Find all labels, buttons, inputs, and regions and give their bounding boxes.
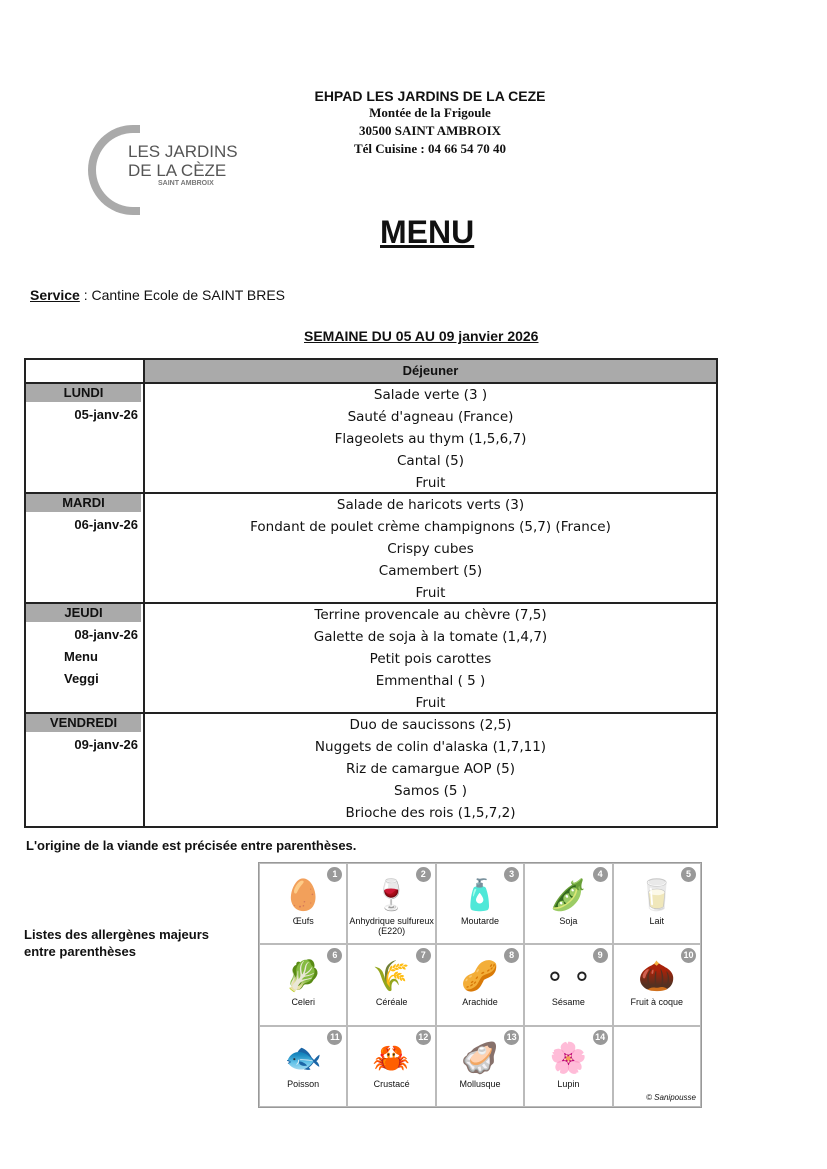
dish-list bbox=[143, 604, 716, 714]
allergen-note bbox=[24, 926, 209, 960]
day-date: 09-janv-26 bbox=[74, 737, 138, 752]
dish: Petit pois carottes bbox=[369, 651, 492, 667]
dish: Nuggets de colin d'alaska (1,7,11) bbox=[314, 739, 547, 755]
allergen-number: 5 bbox=[681, 867, 696, 882]
wine-bottle-icon: 🍷 bbox=[372, 879, 411, 912]
allergen-number: 1 bbox=[327, 867, 342, 882]
mustard-icon: 🧴 bbox=[461, 879, 499, 912]
dish: Galette de soja à la tomate (1,4,7) bbox=[313, 629, 548, 645]
allergen-number: 6 bbox=[327, 948, 342, 963]
day-block bbox=[26, 712, 716, 828]
allergen-number: 8 bbox=[504, 948, 519, 963]
dish: Fruit bbox=[415, 585, 446, 601]
allergen-item bbox=[524, 1026, 612, 1107]
allergen-note-line2: entre parenthèses bbox=[24, 944, 136, 959]
allergen-number: 11 bbox=[327, 1030, 342, 1045]
day-note: Menu bbox=[64, 649, 98, 664]
allergen-number: 12 bbox=[416, 1030, 431, 1045]
lupin-icon: 🌸 bbox=[549, 1041, 588, 1075]
day-name: MARDI bbox=[26, 494, 141, 512]
allergen-label: Celeri bbox=[291, 997, 315, 1008]
allergen-number: 9 bbox=[593, 948, 608, 963]
day-name: VENDREDI bbox=[26, 714, 141, 732]
day-date: 06-janv-26 bbox=[74, 517, 138, 532]
header bbox=[280, 88, 580, 158]
allergen-label: Crustacé bbox=[373, 1078, 410, 1089]
logo-line1: LES JARDINS bbox=[128, 142, 238, 161]
dish: Crispy cubes bbox=[387, 541, 474, 557]
allergen-number: 3 bbox=[504, 867, 519, 882]
dish: Sauté d'agneau (France) bbox=[347, 409, 514, 425]
copyright-cell bbox=[613, 1026, 701, 1107]
week-title: SEMAINE DU 05 AU 09 janvier 2026 bbox=[304, 328, 539, 344]
dish: Riz de camargue AOP (5) bbox=[345, 761, 515, 777]
address-line1: Montée de la Frigoule bbox=[369, 105, 491, 120]
dish-list bbox=[143, 714, 716, 828]
day-name: JEUDI bbox=[26, 604, 141, 622]
allergen-item bbox=[436, 863, 524, 944]
org-name: EHPAD LES JARDINS DE LA CEZE bbox=[314, 88, 546, 104]
eggs-icon: 🥚 bbox=[284, 879, 322, 912]
allergen-item bbox=[613, 863, 701, 944]
column-header-dejeuner: Déjeuner bbox=[143, 360, 716, 384]
copyright: © Sanipousse bbox=[646, 1093, 696, 1102]
menu-table bbox=[24, 358, 718, 828]
allergen-label: Sésame bbox=[551, 997, 585, 1008]
dish: Brioche des rois (1,5,7,2) bbox=[345, 805, 516, 821]
allergen-item bbox=[436, 1026, 524, 1107]
day-date: 08-janv-26 bbox=[74, 627, 138, 642]
allergen-label: Fruit à coque bbox=[630, 997, 684, 1008]
page-title: MENU bbox=[380, 214, 475, 250]
logo bbox=[88, 120, 238, 202]
allergen-label: Arachide bbox=[462, 997, 498, 1008]
allergen-number: 4 bbox=[593, 867, 608, 882]
day-block bbox=[26, 382, 716, 494]
dish: Emmenthal ( 5 ) bbox=[375, 673, 486, 689]
allergen-item bbox=[613, 944, 701, 1025]
allergen-label: Moutarde bbox=[460, 916, 499, 926]
dish: Flageolets au thym (1,5,6,7) bbox=[334, 431, 527, 447]
allergen-item bbox=[524, 944, 612, 1025]
day-note: Veggi bbox=[64, 671, 99, 686]
dish: Terrine provencale au chèvre (7,5) bbox=[314, 607, 547, 623]
dish: Camembert (5) bbox=[378, 563, 483, 579]
wheat-icon: 🌾 bbox=[372, 960, 411, 994]
service bbox=[30, 287, 285, 303]
allergen-label: Lait bbox=[649, 916, 665, 926]
day-name: LUNDI bbox=[26, 384, 141, 402]
fish-icon: 🐟 bbox=[284, 1041, 322, 1075]
service-value: : Cantine Ecole de SAINT BRES bbox=[79, 287, 286, 303]
dish: Salade verte (3 ) bbox=[373, 387, 488, 403]
dish: Fondant de poulet crème champignons (5,7) (France) bbox=[250, 519, 611, 535]
mussel-icon: 🦪 bbox=[461, 1041, 499, 1075]
meat-origin-note: L'origine de la viande est précisée entre parenthèses. bbox=[26, 838, 357, 853]
dish: Salade de haricots verts (3) bbox=[336, 497, 525, 513]
allergen-item bbox=[347, 863, 435, 944]
day-block bbox=[26, 602, 716, 714]
dish-list bbox=[143, 384, 716, 494]
dish: Samos (5 ) bbox=[394, 783, 467, 799]
dish-list bbox=[143, 494, 716, 604]
allergen-label: Soja bbox=[559, 916, 578, 926]
allergen-number: 14 bbox=[593, 1030, 608, 1045]
dish: Fruit bbox=[415, 695, 446, 711]
allergen-item bbox=[436, 944, 524, 1025]
allergen-label: Œufs bbox=[292, 916, 314, 926]
allergen-item bbox=[524, 863, 612, 944]
nut-icon: 🌰 bbox=[638, 960, 676, 994]
allergen-label: Poisson bbox=[287, 1078, 320, 1089]
allergen-number: 13 bbox=[504, 1030, 519, 1045]
allergen-item bbox=[347, 1026, 435, 1107]
allergen-item bbox=[347, 944, 435, 1025]
peanut-icon: 🥜 bbox=[461, 960, 499, 994]
allergen-number: 7 bbox=[416, 948, 431, 963]
allergen-item bbox=[259, 1026, 347, 1107]
allergen-number: 2 bbox=[416, 867, 431, 882]
celery-icon: 🥬 bbox=[284, 960, 322, 994]
allergen-item bbox=[259, 863, 347, 944]
allergen-item bbox=[259, 944, 347, 1025]
phone: Tél Cuisine : 04 66 54 70 40 bbox=[353, 141, 507, 156]
allergen-number: 10 bbox=[681, 948, 696, 963]
allergen-grid bbox=[258, 862, 702, 1108]
allergen-label: Anhydrique sulfureux (E220) bbox=[349, 916, 434, 936]
allergen-label: Céréale bbox=[375, 997, 408, 1008]
milk-icon: 🥛 bbox=[638, 879, 676, 912]
service-label: Service bbox=[30, 287, 80, 303]
allergen-label: Lupin bbox=[557, 1078, 580, 1089]
day-block bbox=[26, 492, 716, 604]
day-date: 05-janv-26 bbox=[74, 407, 138, 422]
dish: Duo de saucissons (2,5) bbox=[349, 717, 512, 733]
soy-icon: 🫛 bbox=[549, 879, 588, 912]
address-line2: 30500 SAINT AMBROIX bbox=[358, 123, 502, 138]
allergen-note-line1: Listes des allergènes majeurs bbox=[24, 927, 209, 942]
logo-sub: SAINT AMBROIX bbox=[158, 180, 214, 187]
dish: Fruit bbox=[415, 475, 446, 491]
crab-icon: 🦀 bbox=[372, 1041, 411, 1075]
allergen-label: Mollusque bbox=[459, 1078, 501, 1089]
logo-line2: DE LA CÈZE bbox=[128, 161, 227, 180]
dish: Cantal (5) bbox=[397, 453, 464, 469]
sesame-icon: ∘ ∘ bbox=[545, 960, 592, 994]
